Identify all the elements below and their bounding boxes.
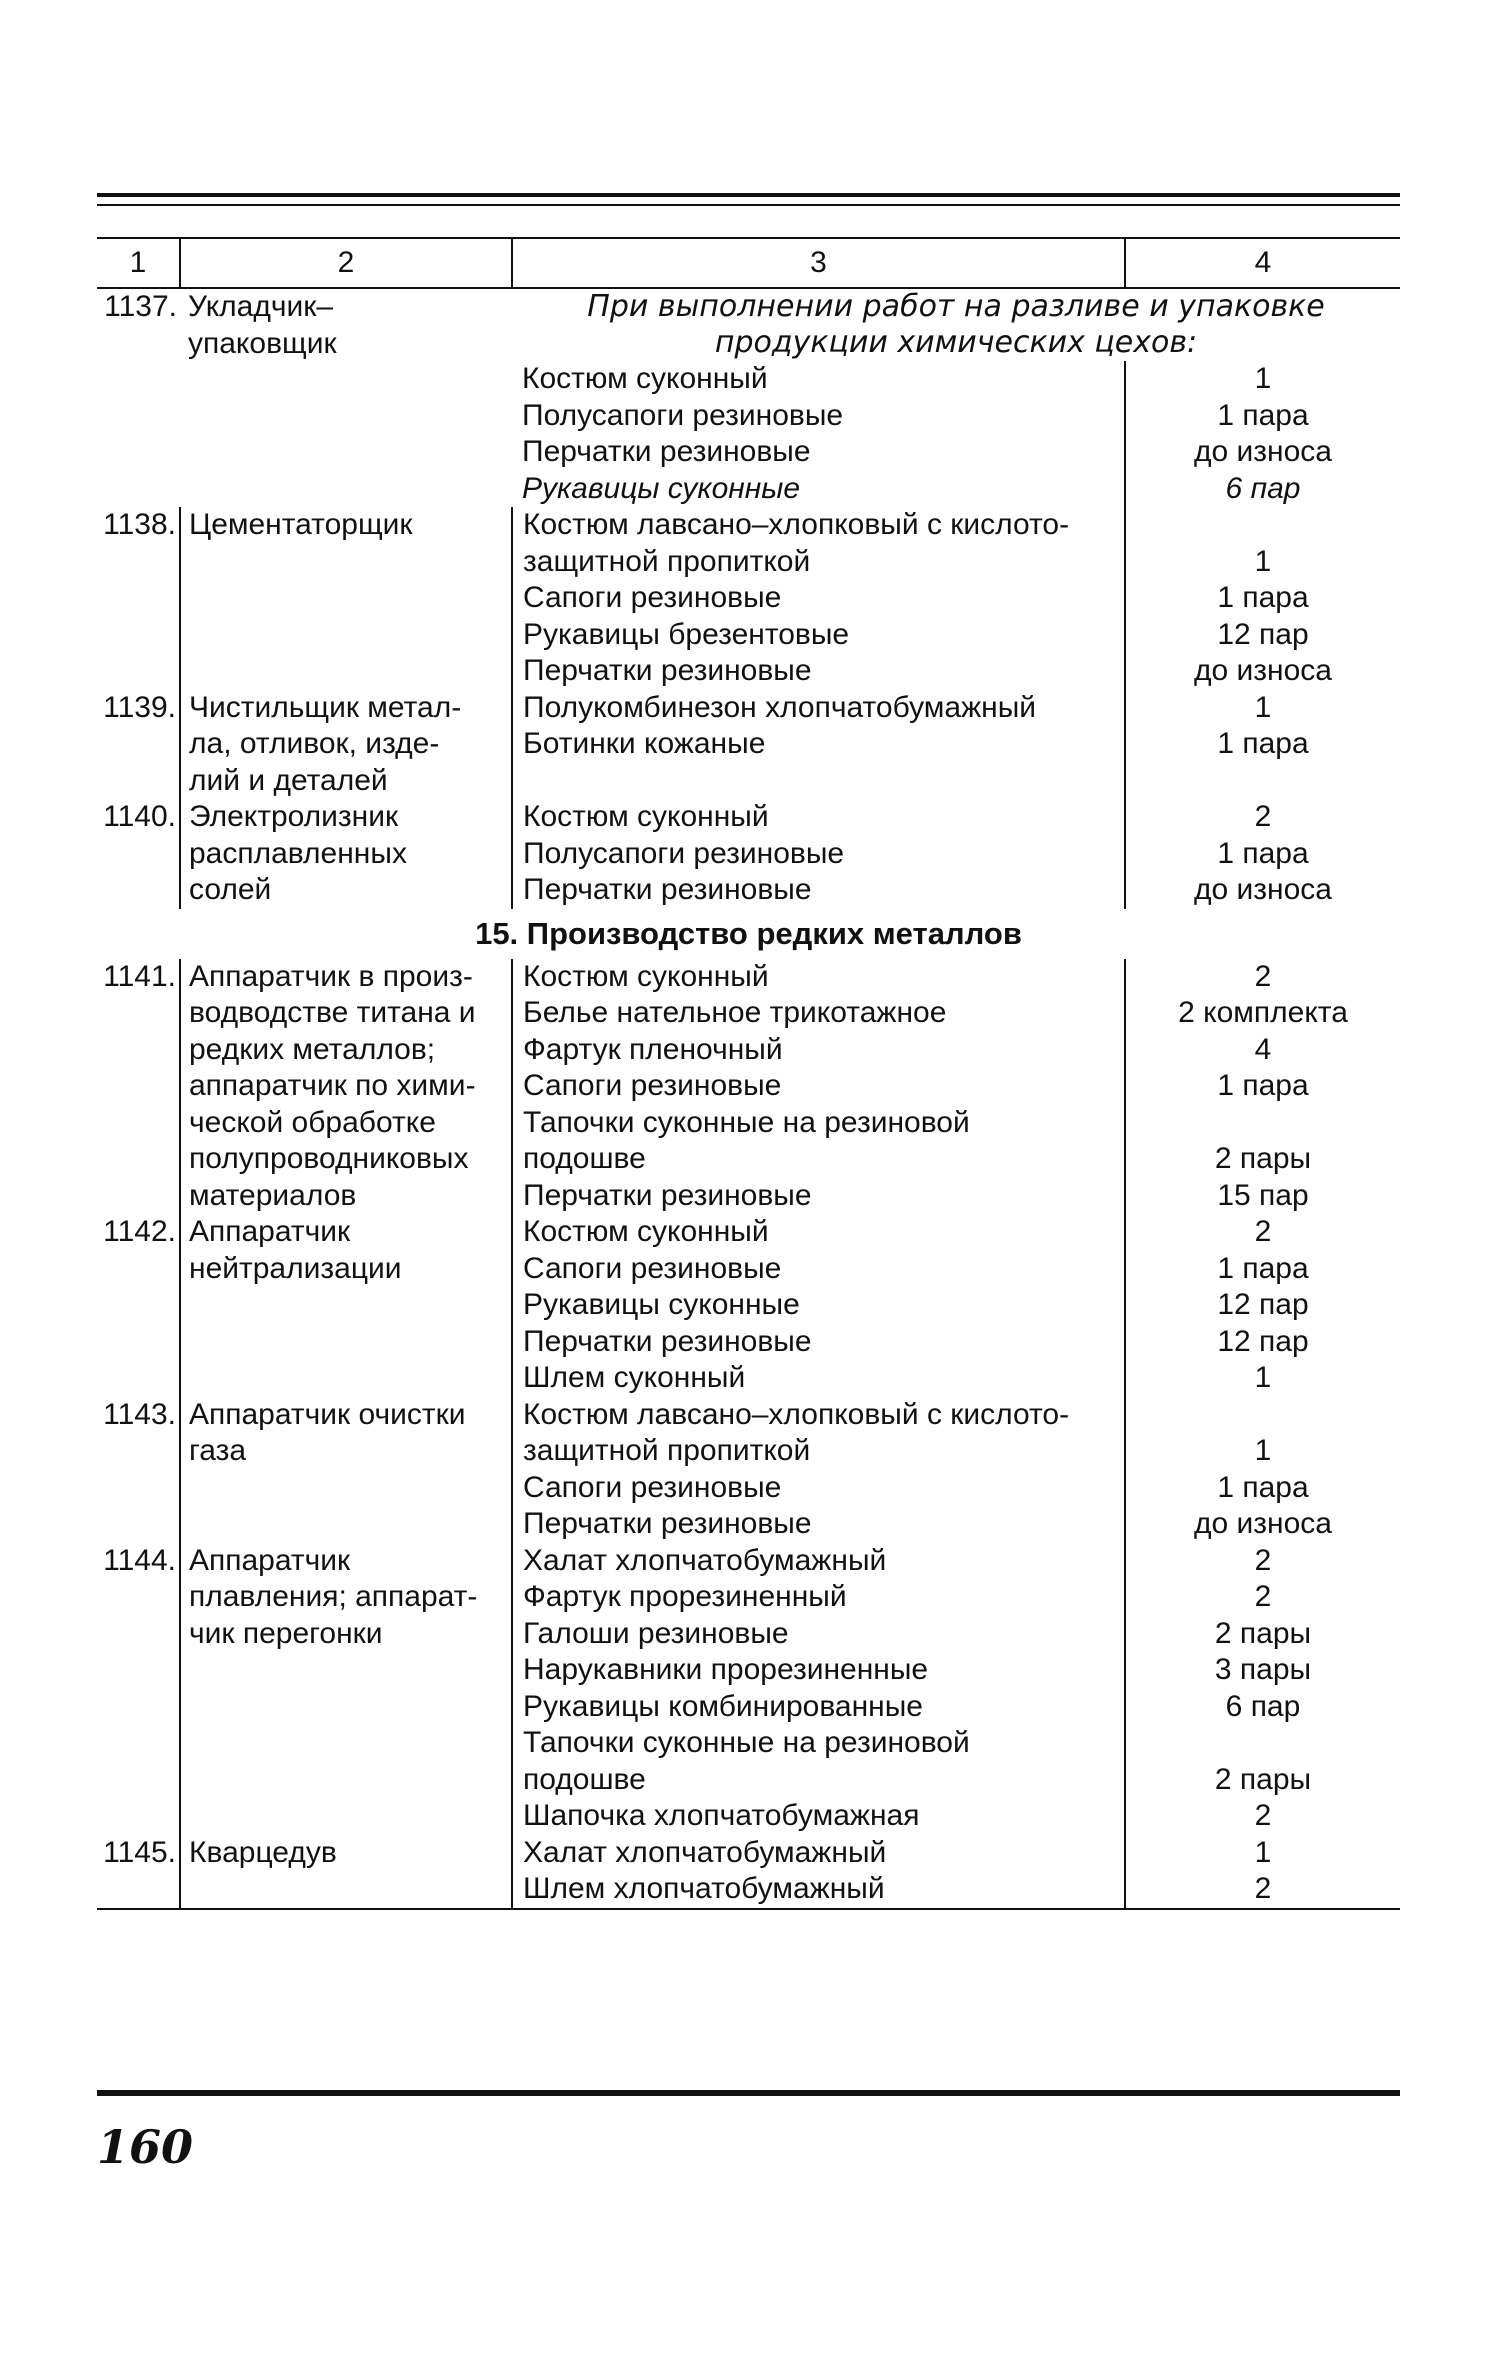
row-items: [512, 690, 1125, 800]
row-profession: [180, 1543, 512, 1835]
row-quantities-line: 2 комплекта: [1178, 996, 1348, 1029]
row-profession-line: нейтрализации: [189, 1251, 402, 1285]
row-items-line: Рукавицы суконные: [523, 1288, 800, 1321]
row-items-line: Халат хлопчатобумажный: [523, 1543, 887, 1577]
table-row: [97, 1214, 1400, 1397]
row-items-line: Фартук прорезиненный: [523, 1580, 847, 1613]
table-row: [97, 690, 1400, 800]
table-row: [97, 799, 1400, 909]
table-row: [97, 959, 1400, 1215]
row-quantities-line: 12 пар: [1217, 1288, 1309, 1321]
row-items-line: защитной пропиткой: [523, 544, 811, 578]
top-rule-thick: [97, 193, 1400, 197]
row-quantities-line: 2: [1254, 1215, 1272, 1248]
row-quantities: [1125, 1214, 1400, 1397]
row-items-line: Ботинки кожаные: [523, 727, 766, 760]
row-number-line: 1145.: [103, 1835, 176, 1869]
row-quantities-line: 1 пара: [1217, 1470, 1309, 1504]
row-number: [97, 690, 180, 800]
row-profession: [180, 1835, 512, 1909]
row-items-line: Белье нательное трикотажное: [523, 996, 947, 1029]
header-col-2: 2: [180, 238, 512, 288]
row-items: [512, 1214, 1125, 1397]
row-items-line: Рукавицы брезентовые: [523, 617, 850, 651]
row-quantities-line: 2 пары: [1214, 1142, 1312, 1175]
row-quantities-line: 6 пар: [1225, 1689, 1301, 1723]
bottom-rule-thick: [97, 2090, 1400, 2096]
row-quantities: [1125, 361, 1400, 507]
row-quantities-line: 2: [1254, 1543, 1272, 1577]
row-items-line: Перчатки резиновые: [522, 435, 811, 468]
section-row: [97, 909, 1400, 959]
row-items-line: Сапоги резиновые: [523, 1069, 782, 1102]
row-items: [512, 959, 1125, 1215]
row-profession: [180, 288, 512, 507]
row-items-line: Шапочка хлопчатобумажная: [523, 1799, 920, 1832]
row-number: [97, 1543, 180, 1835]
row-note-line: продукции химических цехов:: [714, 325, 1198, 360]
row-profession-line: ла, отливок, изде-: [189, 727, 440, 760]
row-items: [512, 799, 1125, 909]
row-items-line: Костюм лавсано–хлопковый с кислото-: [523, 508, 1070, 541]
row-quantities-line: 1: [1254, 690, 1272, 724]
row-items-line: Перчатки резиновые: [523, 1178, 812, 1212]
row-quantities-line: 6 пар: [1225, 471, 1301, 505]
page-number: 160: [97, 2120, 194, 2174]
row-profession-line: Аппаратчик: [189, 1215, 351, 1248]
row-quantities-line: 1 пара: [1217, 1069, 1309, 1102]
table-row: [97, 1835, 1400, 1909]
row-items-line: Рукавицы суконные: [522, 471, 801, 505]
row-items-line: Костюм суконный: [523, 800, 769, 833]
row-number-line: 1139.: [103, 690, 176, 724]
row-items-line: Сапоги резиновые: [523, 581, 782, 614]
row-quantities-line: до износа: [1194, 1507, 1332, 1540]
row-quantities: [1125, 799, 1400, 909]
row-quantities-line: 1 пара: [1217, 398, 1309, 432]
row-quantities-line: 12 пар: [1217, 1324, 1309, 1358]
row-items: [512, 1397, 1125, 1543]
row-number-line: 1141.: [103, 959, 176, 993]
row-number-line: 1144.: [103, 1543, 176, 1577]
row-profession-line: солей: [189, 873, 272, 906]
row-items-line: Рукавицы комбинированные: [523, 1689, 923, 1723]
row-items-line: Перчатки резиновые: [523, 873, 812, 906]
row-quantities: [1125, 690, 1400, 800]
row-quantities-line: [1126, 1105, 1400, 1142]
row-number-line: 1140.: [103, 800, 176, 833]
header-col-3: 3: [512, 238, 1125, 288]
row-profession-line: Аппаратчик в произ-: [189, 959, 473, 993]
row-quantities-line: 1 пара: [1217, 727, 1309, 760]
row-quantities-line: 2: [1254, 959, 1272, 993]
row-items-line: Костюм суконный: [522, 362, 768, 395]
row-profession-line: Укладчик–: [188, 290, 334, 323]
row-items: [512, 361, 1125, 507]
row-number: [97, 288, 180, 507]
row-profession: [180, 1397, 512, 1543]
row-items-line: Халат хлопчатобумажный: [523, 1835, 887, 1869]
row-profession-line: Электролизник: [189, 800, 399, 833]
row-quantities-line: 1: [1254, 1835, 1272, 1869]
row-profession-line: аппаратчик по хими-: [189, 1069, 476, 1102]
row-items-line: Фартук пленочный: [523, 1032, 783, 1066]
row-profession-line: Цементаторщик: [189, 508, 413, 541]
row-items-line: Перчатки резиновые: [523, 1507, 812, 1540]
row-quantities-line: 1 пара: [1217, 836, 1309, 870]
row-quantities-line: [1126, 1725, 1400, 1762]
row-number: [97, 1835, 180, 1909]
row-items-line: Тапочки суконные на резиновой: [523, 1105, 970, 1139]
row-profession: [180, 690, 512, 800]
row-items-line: Шлем хлопчатобумажный: [523, 1872, 885, 1905]
table-row: [97, 1397, 1400, 1543]
row-quantities-line: 2 пары: [1214, 1616, 1312, 1650]
table-row-note: [97, 288, 1400, 361]
row-quantities-line: 12 пар: [1217, 617, 1309, 651]
row-quantities-line: 15 пар: [1217, 1178, 1309, 1212]
row-profession-line: Чистильщик метал-: [189, 690, 462, 724]
table-row: [97, 1543, 1400, 1835]
row-items-line: подошве: [523, 1762, 646, 1796]
row-number-line: 1138.: [103, 508, 176, 541]
row-quantities-line: 1: [1254, 1361, 1272, 1394]
row-profession-line: ческой обработке: [189, 1105, 436, 1139]
row-quantities-line: 1: [1254, 362, 1272, 395]
row-quantities-line: до износа: [1194, 654, 1332, 687]
row-items-line: Тапочки суконные на резиновой: [523, 1726, 970, 1759]
row-profession-line: лий и деталей: [189, 763, 388, 797]
section-title: 15. Производство редких металлов: [475, 915, 1022, 951]
row-profession-line: Аппаратчик: [189, 1543, 351, 1577]
row-number: [97, 507, 180, 690]
row-items-line: Галоши резиновые: [523, 1616, 789, 1650]
row-quantities: [1125, 507, 1400, 690]
protective-equipment-table: [97, 237, 1400, 1910]
row-quantities-line: 3 пары: [1214, 1653, 1312, 1686]
row-quantities-line: 2: [1254, 1872, 1272, 1905]
row-items-line: защитной пропиткой: [523, 1434, 811, 1467]
row-quantities: [1125, 959, 1400, 1215]
row-items-line: Костюм лавсано–хлопковый с кислото-: [523, 1397, 1070, 1431]
table-header-row: [97, 238, 1400, 288]
row-quantities-line: 4: [1254, 1032, 1272, 1066]
row-number: [97, 1397, 180, 1543]
row-quantities-line: 1 пара: [1217, 581, 1309, 614]
row-items-line: Перчатки резиновые: [523, 654, 812, 687]
top-rule-thin: [97, 204, 1400, 206]
row-number-line: 1143.: [103, 1397, 176, 1431]
row-items: [512, 1835, 1125, 1909]
row-profession-line: упаковщик: [188, 326, 337, 360]
row-note: [512, 288, 1400, 361]
header-col-4: 4: [1125, 238, 1400, 288]
header-col-1: 1: [97, 238, 180, 288]
row-items-line: Сапоги резиновые: [523, 1251, 782, 1285]
row-items-line: Полусапоги резиновые: [523, 836, 845, 870]
row-profession-line: водводстве титана и: [189, 996, 476, 1029]
row-items-line: Полусапоги резиновые: [522, 398, 844, 432]
row-profession-line: Аппаратчик очистки: [189, 1397, 466, 1431]
row-quantities-line: 1 пара: [1217, 1251, 1309, 1285]
row-items: [512, 507, 1125, 690]
row-quantities-line: до износа: [1194, 435, 1332, 468]
row-quantities-line: до износа: [1194, 873, 1332, 906]
row-quantities: [1125, 1835, 1400, 1909]
row-quantities: [1125, 1397, 1400, 1543]
row-profession: [180, 959, 512, 1215]
row-profession-line: плавления; аппарат-: [189, 1580, 478, 1613]
row-quantities-line: 2: [1254, 800, 1272, 833]
row-items-line: Нарукавники прорезиненные: [523, 1653, 929, 1686]
row-quantities-line: [1126, 507, 1400, 544]
row-items-line: Костюм суконный: [523, 959, 769, 993]
row-profession: [180, 507, 512, 690]
row-profession-line: газа: [189, 1434, 247, 1467]
row-profession-line: расплавленных: [189, 836, 407, 870]
row-items: [512, 1543, 1125, 1835]
row-profession-line: материалов: [189, 1178, 357, 1212]
row-profession-line: редких металлов;: [189, 1032, 436, 1066]
row-profession-line: Кварцедув: [189, 1835, 337, 1869]
row-quantities: [1125, 1543, 1400, 1835]
row-items-line: Сапоги резиновые: [523, 1470, 782, 1504]
row-quantities-line: 2: [1254, 1580, 1272, 1613]
row-profession: [180, 1214, 512, 1397]
row-items-line: Костюм суконный: [523, 1215, 769, 1248]
row-items-line: Перчатки резиновые: [523, 1324, 812, 1358]
row-profession-line: полупроводниковых: [189, 1142, 469, 1175]
row-profession: [180, 799, 512, 909]
row-number-line: 1142.: [103, 1215, 176, 1248]
row-note-line: При выполнении работ на разливе и упаковке: [587, 289, 1325, 324]
row-items-line: подошве: [523, 1142, 646, 1175]
row-items-line: Шлем суконный: [523, 1361, 746, 1394]
row-quantities-line: 1: [1254, 544, 1272, 578]
row-quantities-line: 2: [1254, 1799, 1272, 1832]
row-number: [97, 1214, 180, 1397]
row-quantities-line: 1: [1254, 1434, 1272, 1467]
row-profession-line: чик перегонки: [189, 1616, 383, 1650]
row-quantities-line: [1126, 1397, 1400, 1434]
table-row: [97, 507, 1400, 690]
row-number: [97, 959, 180, 1215]
row-number: [97, 799, 180, 909]
row-items-line: Полукомбинезон хлопчатобумажный: [523, 690, 1037, 724]
row-quantities-line: 2 пары: [1214, 1762, 1312, 1796]
row-number-line: 1137.: [104, 290, 177, 323]
